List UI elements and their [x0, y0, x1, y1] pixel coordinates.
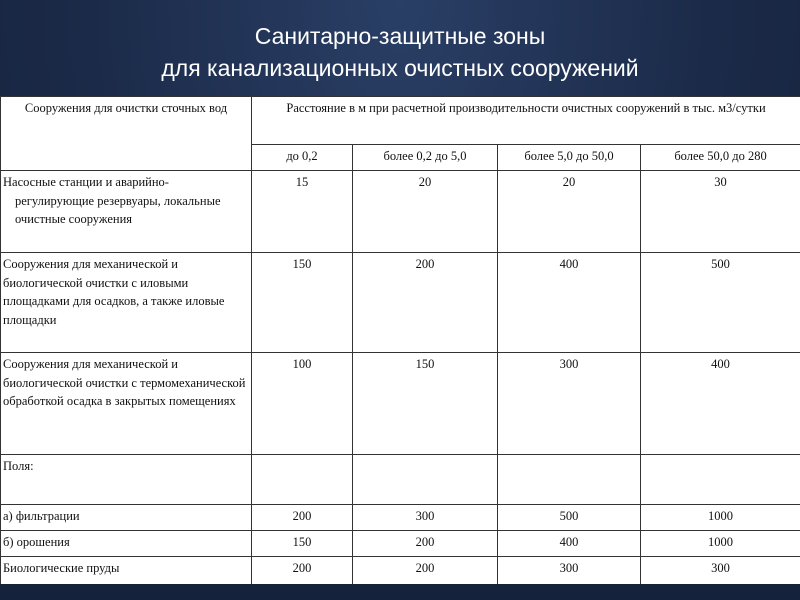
header-facilities: Сооружения для очистки сточных вод [1, 97, 252, 171]
table-cell: 200 [353, 253, 498, 353]
table-cell: 200 [252, 505, 353, 531]
table-cell: 150 [252, 531, 353, 557]
sanitary-zones-table [0, 96, 800, 585]
slide-footer-band [0, 584, 800, 600]
table-cell: 500 [641, 253, 800, 353]
row-label-first-line: Насосные станции и аварийно- [3, 175, 169, 189]
table-row [1, 253, 800, 353]
table-cell: 400 [498, 531, 641, 557]
table-header-row [1, 97, 800, 145]
header-capacity-2: более 0,2 до 5,0 [353, 145, 498, 171]
table-sheet [0, 96, 800, 584]
row-label [1, 171, 252, 253]
table-cell: 200 [353, 557, 498, 585]
table-row [1, 455, 800, 505]
row-label: Биологические пруды [1, 557, 252, 585]
table-cell: 150 [252, 253, 353, 353]
header-distance-group: Расстояние в м при расчетной производительности очистных сооружений в тыс. м3/сутки [252, 97, 800, 145]
table-cell: 400 [641, 353, 800, 455]
table-cell: 300 [353, 505, 498, 531]
table-cell: 15 [252, 171, 353, 253]
table-cell: 400 [498, 253, 641, 353]
row-label: б) орошения [1, 531, 252, 557]
row-label: а) фильтрации [1, 505, 252, 531]
table-row [1, 505, 800, 531]
header-capacity-3: более 5,0 до 50,0 [498, 145, 641, 171]
table-cell: 1000 [641, 531, 800, 557]
table-cell: 300 [498, 353, 641, 455]
row-label-rest: регулирующие резервуары, локальные очистные сооружения [15, 193, 221, 226]
table-cell: 1000 [641, 505, 800, 531]
row-label: Поля: [1, 455, 252, 505]
table-cell: 100 [252, 353, 353, 455]
row-label: Сооружения для механической и биологической очистки с иловыми площадками для осадков, а также иловые площадки [1, 253, 252, 353]
slide-title-line-2: для канализационных очистных сооружений [161, 55, 639, 81]
slide-title [0, 20, 800, 84]
table-cell: 200 [353, 531, 498, 557]
table-cell: 300 [498, 557, 641, 585]
table-cell [498, 455, 641, 505]
table-cell [353, 455, 498, 505]
table-cell: 30 [641, 171, 800, 253]
table-cell: 150 [353, 353, 498, 455]
table-cell: 20 [353, 171, 498, 253]
table-cell: 20 [498, 171, 641, 253]
table-cell [252, 455, 353, 505]
header-capacity-4: более 50,0 до 280 [641, 145, 800, 171]
table-cell: 300 [641, 557, 800, 585]
table-row [1, 171, 800, 253]
header-capacity-1: до 0,2 [252, 145, 353, 171]
table-row [1, 531, 800, 557]
table-row [1, 353, 800, 455]
slide-title-line-1: Санитарно-защитные зоны [254, 23, 546, 49]
row-label: Сооружения для механической и биологической очистки с термомеханической обработкой осадка в закрытых помещениях [1, 353, 252, 455]
table-cell: 500 [498, 505, 641, 531]
table-row [1, 557, 800, 585]
table-cell: 200 [252, 557, 353, 585]
table-cell [641, 455, 800, 505]
